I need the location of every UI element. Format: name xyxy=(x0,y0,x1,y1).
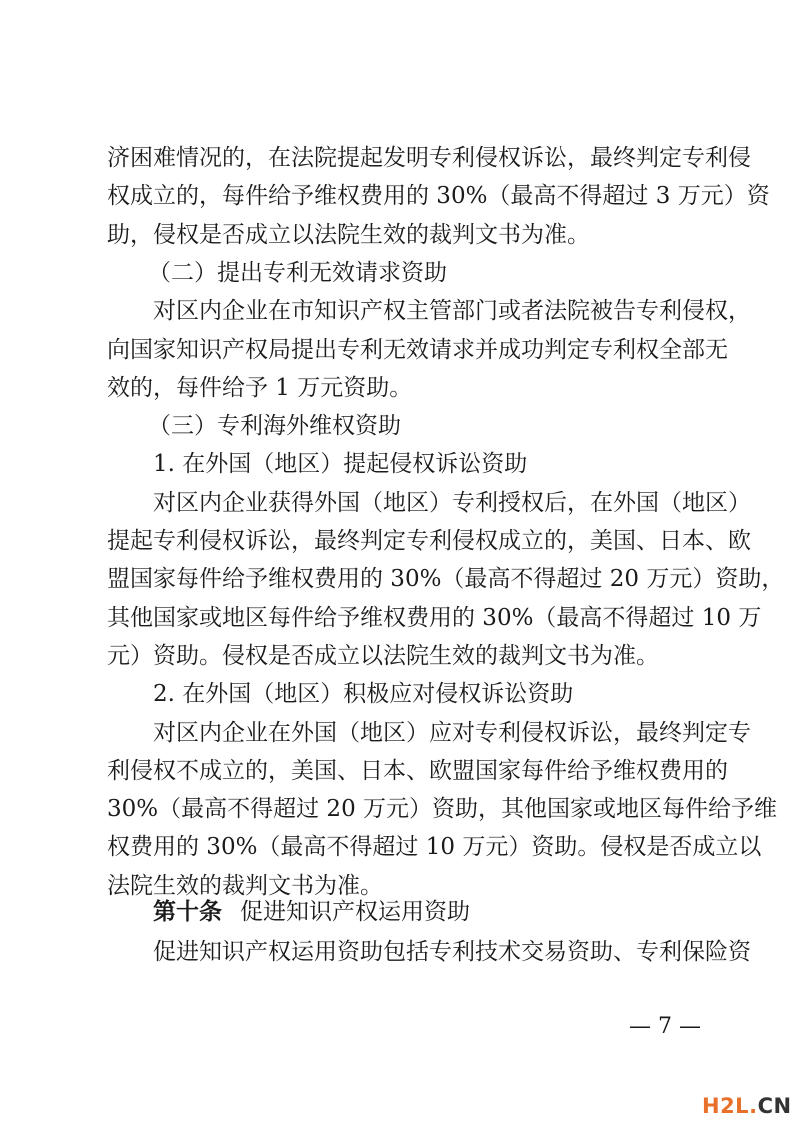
watermark-dot: . xyxy=(749,1094,758,1118)
page-number: — 7 — xyxy=(629,1014,701,1039)
watermark-main: H2L xyxy=(702,1094,750,1118)
article-title: 促进知识产权运用资助 xyxy=(240,899,470,925)
article-number: 第十条 xyxy=(153,899,222,925)
document-page: 济困难情况的，在法院提起发明专利侵权诉讼，最终判定专利侵 权成立的，每件给予维权费用的 30%（最高不得超过 3 万元）资 助，侵权是否成立以法院生效的裁判文书为准。 （二）提出专利无效请求资助 对区内企业在市知识产权主管部门或者法院被告专利侵权， 向国家知识产权局提出专利无效请求并成功判定专利权全部无 效的，每件给予 1 万元资助。 （三）专利海外维权资助 1. 在外国（地区）提起侵权诉讼资助 对区内企业获得外国（地区）专利授权后，在外国（地区） 提起专利侵权诉讼，最终判定专利侵权成立的，美国、日本、欧 盟国家每件给予维权费用的 30%（最高不得超过 20 万元）资助， 其他国家或地区每件给予维权费用的 30%（最高不得超过 10 万 元）资助。侵权是否成立以法院生效的裁判文书为准。 2. 在外国（地区）积极应对侵权诉讼资助 对区内企业在外国（地区）应对专利侵权诉讼，最终判定专 利侵权不成立的，美国、日本、欧盟国家每件给予维权费用的 30%（最高不得超过 20 万元）资助，其他国家或地区每件给予维 权费用的 30%（最高不得超过 10 万元）资助。侵权是否成立以 法院生效的裁判文书为准。 xyxy=(107,145,785,899)
site-watermark-logo xyxy=(702,1094,792,1118)
watermark-tld: CN xyxy=(757,1094,792,1118)
